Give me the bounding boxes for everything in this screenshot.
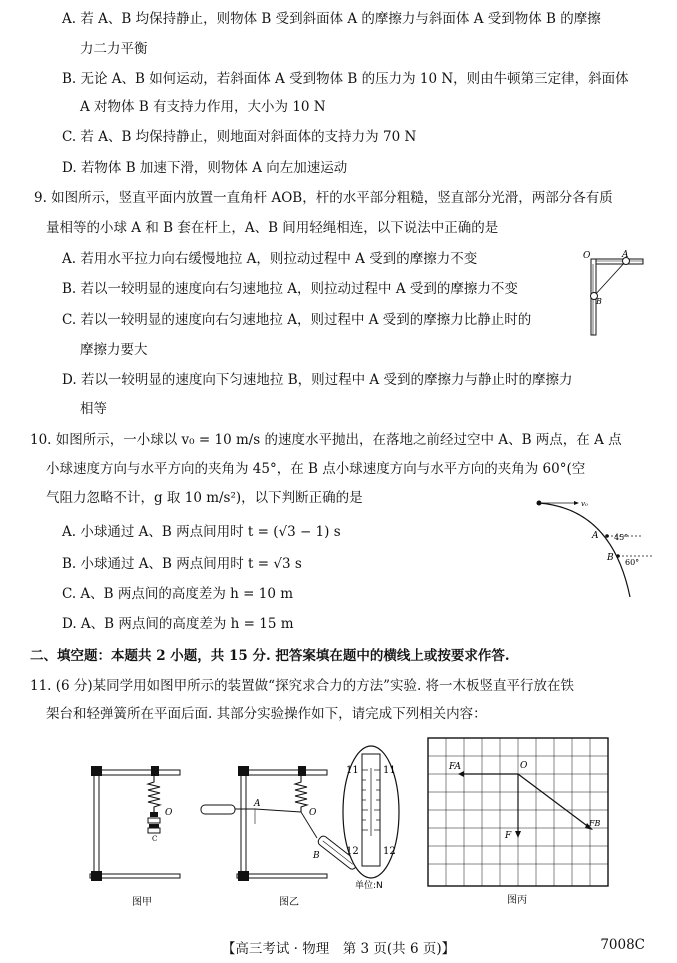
caption-jia: 图甲 <box>132 897 152 908</box>
q10-option-a: A. 小球通过 A、B 两点间用时 t = (√3 − 1) s <box>62 524 341 540</box>
left-spring-scale <box>201 805 235 814</box>
label-fb: FB <box>589 819 601 828</box>
q11-stem-line1: 11. (6 分)某同学用如图甲所示的装置做“探究求合力的方法”实验. 将一木板竖直平行放在铁 <box>30 678 575 694</box>
label-o: O <box>165 808 173 818</box>
q10-option-d: D. A、B 两点间的高度差为 h = 15 m <box>62 616 294 632</box>
q10-stem-line2: 小球速度方向与水平方向的夹角为 45°，在 B 点小球速度方向与水平方向的夹角为 60°(空 <box>46 461 586 477</box>
label-f: F <box>505 831 512 841</box>
q10-figure <box>532 494 657 599</box>
q10-stem-line1: 10. 如图所示，一小球以 v₀ = 10 m/s 的速度水平抛出，在落地之前经过空中 A、B 两点，在 A 点 <box>30 432 622 448</box>
label-b: B <box>313 851 320 861</box>
figure-bing <box>425 735 613 910</box>
label-c: C <box>152 835 158 843</box>
q11-stem-line2: 架台和轻弹簧所在平面后面. 其部分实验操作如下，请完成下列相关内容： <box>46 706 487 722</box>
q9-option-d-line1: D. 若以一较明显的速度向下匀速地拉 B，则过程中 A 受到的摩擦力与静止时的摩擦力 <box>62 372 573 388</box>
q9-figure <box>582 250 648 340</box>
label-b: B <box>596 297 602 306</box>
point-a-label: A <box>592 531 599 541</box>
q10-option-c: C. A、B 两点间的高度差为 h = 10 m <box>62 586 294 602</box>
q8-option-b-line1: B. 无论 A、B 如何运动，若斜面体 A 受到物体 B 的压力为 10 N，则由牛顿第三定律，斜面体 <box>62 71 629 87</box>
q9-stem-line1: 9. 如图所示，竖直平面内放置一直角杆 AOB，杆的水平部分粗糙，竖直部分光滑，两部分各有质 <box>34 190 613 206</box>
figure-jia <box>88 762 188 912</box>
q9-stem-line2: 量相等的小球 A 和 B 套在杆上，A、B 间用轻绳相连，以下说法中正确的是 <box>46 220 499 236</box>
scale-top-left: 11 <box>346 765 359 776</box>
q10-stem-line3: 气阻力忽略不计，g 取 10 m/s²)，以下判断正确的是 <box>46 490 363 506</box>
label-a: A <box>254 799 261 809</box>
caption-yi: 图乙 <box>279 897 299 908</box>
q8-option-b-line2: A 对物体 B 有支持力作用，大小为 10 N <box>80 99 326 115</box>
point-b-label: B <box>607 553 614 563</box>
q8-option-c: C. 若 A、B 均保持静止，则地面对斜面体的支持力为 70 N <box>62 129 417 145</box>
q9-option-c-line1: C. 若以一较明显的速度向右匀速地拉 A，则过程中 A 受到的摩擦力比静止时的 <box>62 312 532 328</box>
trajectory <box>539 503 630 597</box>
label-a: A <box>622 250 629 260</box>
scale-bottom-left: 12 <box>346 846 359 857</box>
page-footer: 【高三考试 · 物理 第 3 页(共 6 页)】 <box>221 941 456 957</box>
q9-option-b: B. 若以一较明显的速度向右匀速地拉 A，则拉动过程中 A 受到的摩擦力不变 <box>62 281 518 297</box>
scale-unit: 单位:N <box>355 881 383 891</box>
label-o: O <box>520 761 528 771</box>
label-v0: v₀ <box>581 500 588 508</box>
q10-option-b: B. 小球通过 A、B 两点间用时 t = √3 s <box>62 556 302 572</box>
label-fa: FA <box>449 762 461 772</box>
angle-45-label: 45° <box>614 533 629 542</box>
label-o: O <box>583 251 591 261</box>
scale-bottom-right: 12 <box>383 846 396 857</box>
q8-option-a-line2: 力二力平衡 <box>80 41 148 57</box>
q8-option-a-line1: A. 若 A、B 均保持静止，则物体 B 受到斜面体 A 的摩擦力与斜面体 A 受到物体 B 的摩擦 <box>62 11 601 27</box>
figure-yi <box>197 740 417 912</box>
caption-bing: 图丙 <box>507 895 527 906</box>
q8-option-d: D. 若物体 B 加速下滑，则物体 A 向左加速运动 <box>62 160 348 176</box>
q9-option-a: A. 若用水平拉力向右缓慢地拉 A，则拉动过程中 A 受到的摩擦力不变 <box>62 251 478 267</box>
q9-option-d-line2: 相等 <box>80 401 107 417</box>
spring <box>148 776 160 812</box>
angle-60-label: 60° <box>625 558 640 567</box>
scale-top-right: 11 <box>383 765 396 776</box>
paper-code: 7008C <box>600 937 645 953</box>
q9-option-c-line2: 摩擦力要大 <box>80 342 148 358</box>
section-2-heading: 二、填空题：本题共 2 小题，共 15 分. 把答案填在题中的横线上或按要求作答. <box>30 648 510 664</box>
label-o: O <box>309 808 317 818</box>
